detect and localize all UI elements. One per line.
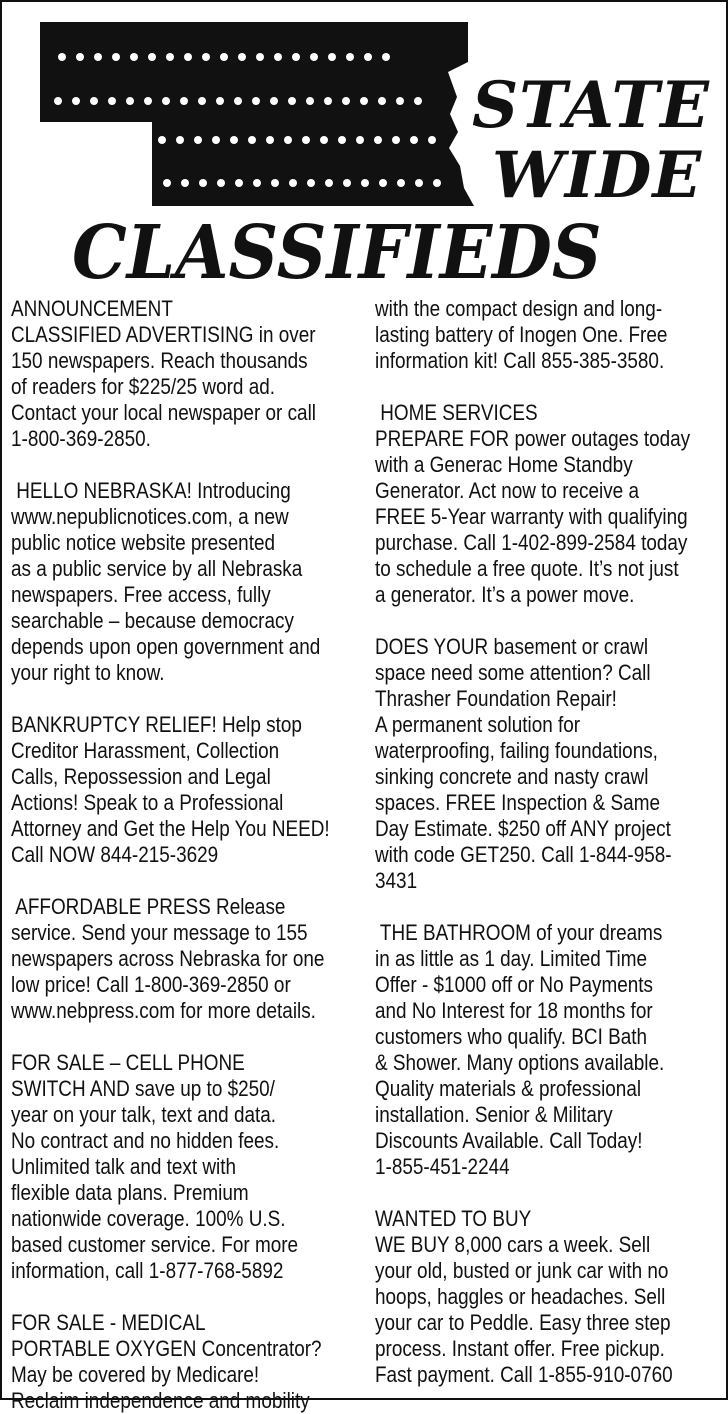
ad-text-line: hoops, haggles or headaches. Sell [375, 1284, 666, 1309]
map-dot [433, 179, 441, 187]
ad-text-line: customers who qualify. BCI Bath [375, 1024, 648, 1049]
map-dot [166, 53, 174, 61]
map-dot [194, 136, 202, 144]
map-dot [54, 97, 62, 105]
ad-text-line: searchable – because democracy [11, 608, 294, 633]
ad-text-line: newspapers across Nebraska for one [11, 946, 325, 971]
ad-text-line: nationwide coverage. 100% U.S. [11, 1206, 286, 1231]
ad-text-line: FREE 5-Year warranty with qualifying [375, 504, 688, 529]
map-dot [252, 97, 260, 105]
map-dot [414, 97, 422, 105]
map-dot [342, 97, 350, 105]
map-dot [415, 179, 423, 187]
ad-text-line: Generator. Act now to receive a [375, 478, 639, 503]
map-dot [212, 136, 220, 144]
classified-ad [375, 400, 724, 608]
map-dot [130, 53, 138, 61]
ad-text-line: Unlimited talk and text with [11, 1154, 237, 1179]
map-dot [364, 53, 372, 61]
map-dot [220, 53, 228, 61]
ad-separator [11, 1284, 355, 1310]
map-dot [256, 53, 264, 61]
ad-text-line: May be covered by Medicare! [11, 1362, 260, 1387]
ad-text-line: with the compact design and long- [375, 296, 663, 321]
ad-text-line: as a public service by all Nebraska [11, 556, 303, 581]
map-dot [148, 53, 156, 61]
map-dot [392, 136, 400, 144]
ad-text-line: Quality materials & professional [375, 1076, 642, 1101]
ad-text-line: purchase. Call 1-402-899-2584 today [375, 530, 688, 555]
map-dot [307, 179, 315, 187]
map-dot [361, 179, 369, 187]
classified-ad [11, 296, 355, 452]
map-dot [58, 53, 66, 61]
ad-text-line: HELLO NEBRASKA! Introducing [11, 478, 291, 503]
map-dot [181, 179, 189, 187]
map-dot [199, 179, 207, 187]
ad-text-line: Contact your local newspaper or call [11, 400, 316, 425]
map-dot [310, 53, 318, 61]
map-dot [274, 53, 282, 61]
map-dot [238, 53, 246, 61]
map-dot [126, 97, 134, 105]
map-dot [76, 53, 84, 61]
map-dot [410, 136, 418, 144]
ad-separator [375, 374, 724, 400]
ad-text-line: DOES YOUR basement or crawl [375, 634, 649, 659]
map-dot [234, 97, 242, 105]
classified-ad [11, 478, 355, 686]
ad-separator [11, 868, 355, 894]
ad-text-line: THE BATHROOM of your dreams [375, 920, 663, 945]
classified-ad [375, 634, 724, 894]
ad-text-line: based customer service. For more [11, 1232, 299, 1257]
ad-separator [11, 1024, 355, 1050]
map-dot [202, 53, 210, 61]
map-dot [184, 53, 192, 61]
ad-text-line: your right to know. [11, 660, 165, 685]
ad-text-line: process. Instant offer. Free pickup. [375, 1336, 665, 1361]
ad-text-line: Creditor Harassment, Collection [11, 738, 280, 763]
map-dot [289, 179, 297, 187]
ad-text-line: CLASSIFIED ADVERTISING in over [11, 322, 316, 347]
ad-text-line: with code GET250. Call 1-844-958- [375, 842, 672, 867]
map-dot [397, 179, 405, 187]
classified-ad [11, 1310, 355, 1414]
map-dot [320, 136, 328, 144]
ad-text-line: Reclaim independence and mobility [11, 1388, 310, 1413]
ad-text-line: www.nepublicnotices.com, a new [11, 504, 289, 529]
ad-text-line: of readers for $225/25 word ad. [11, 374, 275, 399]
ad-text-line: Discounts Available. Call Today! [375, 1128, 643, 1153]
ad-text-line: 3431 [375, 868, 418, 893]
map-dot [338, 136, 346, 144]
ad-text-line: & Shower. Many options available. [375, 1050, 665, 1075]
classified-ad [375, 296, 724, 374]
ad-text-line: low price! Call 1-800-369-2850 or [11, 972, 291, 997]
ad-text-line: Call NOW 844-215-3629 [11, 842, 219, 867]
map-dot [198, 97, 206, 105]
ad-text-line: lasting battery of Inogen One. Free [375, 322, 668, 347]
ad-text-line: information, call 1-877-768-5892 [11, 1258, 284, 1283]
ad-text-line: 150 newspapers. Reach thousands [11, 348, 308, 373]
ad-separator [375, 1180, 724, 1206]
classified-ad [11, 712, 355, 868]
map-dot [382, 53, 390, 61]
map-dot [271, 179, 279, 187]
map-dot [428, 136, 436, 144]
map-dot [248, 136, 256, 144]
ad-text-line: and No Interest for 18 months for [375, 998, 653, 1023]
ad-text-line: Actions! Speak to a Professional [11, 790, 284, 815]
ad-separator [375, 608, 724, 634]
map-dot [72, 97, 80, 105]
classified-ad [375, 920, 724, 1180]
map-dot [108, 97, 116, 105]
masthead [2, 2, 726, 296]
ad-text-line: 1-800-369-2850. [11, 426, 151, 451]
ad-text-line: FOR SALE – CELL PHONE [11, 1050, 245, 1075]
left-column [11, 296, 355, 1414]
ad-text-line: service. Send your message to 155 [11, 920, 308, 945]
map-dot [306, 97, 314, 105]
ad-text-line: Day Estimate. $250 off ANY project [375, 816, 671, 841]
classified-ad [11, 1050, 355, 1284]
map-dot [162, 97, 170, 105]
map-dot [144, 97, 152, 105]
ad-text-line: Calls, Repossession and Legal [11, 764, 271, 789]
logo-state-text: STATE [472, 68, 710, 143]
ad-text-line: spaces. FREE Inspection & Same [375, 790, 660, 815]
nebraska-map-icon [40, 22, 474, 206]
ad-text-line: 1-855-451-2244 [375, 1154, 510, 1179]
ad-text-line: ANNOUNCEMENT [11, 296, 173, 321]
map-dot [379, 179, 387, 187]
ad-separator [375, 894, 724, 920]
map-dot [90, 97, 98, 105]
map-dot [163, 179, 171, 187]
map-dot [346, 53, 354, 61]
ad-text-line: sinking concrete and nasty crawl [375, 764, 649, 789]
ad-text-line: Offer - $1000 off or No Payments [375, 972, 653, 997]
ad-text-line: waterproofing, failing foundations, [375, 738, 658, 763]
ad-text-line: flexible data plans. Premium [11, 1180, 249, 1205]
ad-separator [11, 686, 355, 712]
ad-text-line: public notice website presented [11, 530, 275, 555]
ad-text-line: information kit! Call 855-385-3580. [375, 348, 665, 373]
map-dot [253, 179, 261, 187]
logo-classifieds-text: CLASSIFIEDS [72, 210, 602, 296]
map-dot [176, 136, 184, 144]
map-dot [230, 136, 238, 144]
ad-text-line: year on your talk, text and data. [11, 1102, 277, 1127]
ad-text-line: a generator. It’s a power move. [375, 582, 635, 607]
ad-text-line: BANKRUPTCY RELIEF! Help stop [11, 712, 302, 737]
map-dot [288, 97, 296, 105]
map-dot [270, 97, 278, 105]
map-dot [360, 97, 368, 105]
classified-ad [11, 894, 355, 1024]
map-dot [343, 179, 351, 187]
ad-text-line: www.nebpress.com for more details. [11, 998, 316, 1023]
ad-text-line: WANTED TO BUY [375, 1206, 532, 1231]
map-dot [325, 179, 333, 187]
ad-text-line: your car to Peddle. Easy three step [375, 1310, 671, 1335]
map-dot [302, 136, 310, 144]
ad-text-line: depends upon open government and [11, 634, 321, 659]
map-dot [284, 136, 292, 144]
ad-text-line: Thrasher Foundation Repair! [375, 686, 617, 711]
map-dot [158, 136, 166, 144]
map-dot [112, 53, 120, 61]
map-dot [94, 53, 102, 61]
map-dot [374, 136, 382, 144]
ad-text-line: to schedule a free quote. It’s not just [375, 556, 679, 581]
ad-text-line: your old, busted or junk car with no [375, 1258, 669, 1283]
map-dot [324, 97, 332, 105]
ad-text-line: newspapers. Free access, fully [11, 582, 271, 607]
ad-text-line: AFFORDABLE PRESS Release [11, 894, 286, 919]
ad-text-line: space need some attention? Call [375, 660, 651, 685]
ad-separator [11, 452, 355, 478]
map-dot [266, 136, 274, 144]
map-dot [217, 179, 225, 187]
right-column [375, 296, 724, 1388]
classified-ad [375, 1206, 724, 1388]
ad-text-line: Fast payment. Call 1-855-910-0760 [375, 1362, 673, 1387]
ad-text-line: No contract and no hidden fees. [11, 1128, 280, 1153]
ad-text-line: HOME SERVICES [375, 400, 538, 425]
ad-text-line: PREPARE FOR power outages today [375, 426, 691, 451]
map-dot [356, 136, 364, 144]
ad-text-line: Attorney and Get the Help You NEED! [11, 816, 330, 841]
map-dot [216, 97, 224, 105]
ad-text-line: SWITCH AND save up to $250/ [11, 1076, 275, 1101]
ad-text-line: PORTABLE OXYGEN Concentrator? [11, 1336, 322, 1361]
map-dot [396, 97, 404, 105]
map-dot [328, 53, 336, 61]
ad-text-line: installation. Senior & Military [375, 1102, 613, 1127]
ad-text-line: with a Generac Home Standby [375, 452, 633, 477]
ad-text-line: WE BUY 8,000 cars a week. Sell [375, 1232, 651, 1257]
map-dot [180, 97, 188, 105]
map-dot [292, 53, 300, 61]
logo-wide-text: WIDE [492, 138, 703, 213]
map-dot [378, 97, 386, 105]
map-dot [235, 179, 243, 187]
ad-text-line: A permanent solution for [375, 712, 581, 737]
ad-text-line: FOR SALE - MEDICAL [11, 1310, 206, 1335]
ad-text-line: in as little as 1 day. Limited Time [375, 946, 648, 971]
